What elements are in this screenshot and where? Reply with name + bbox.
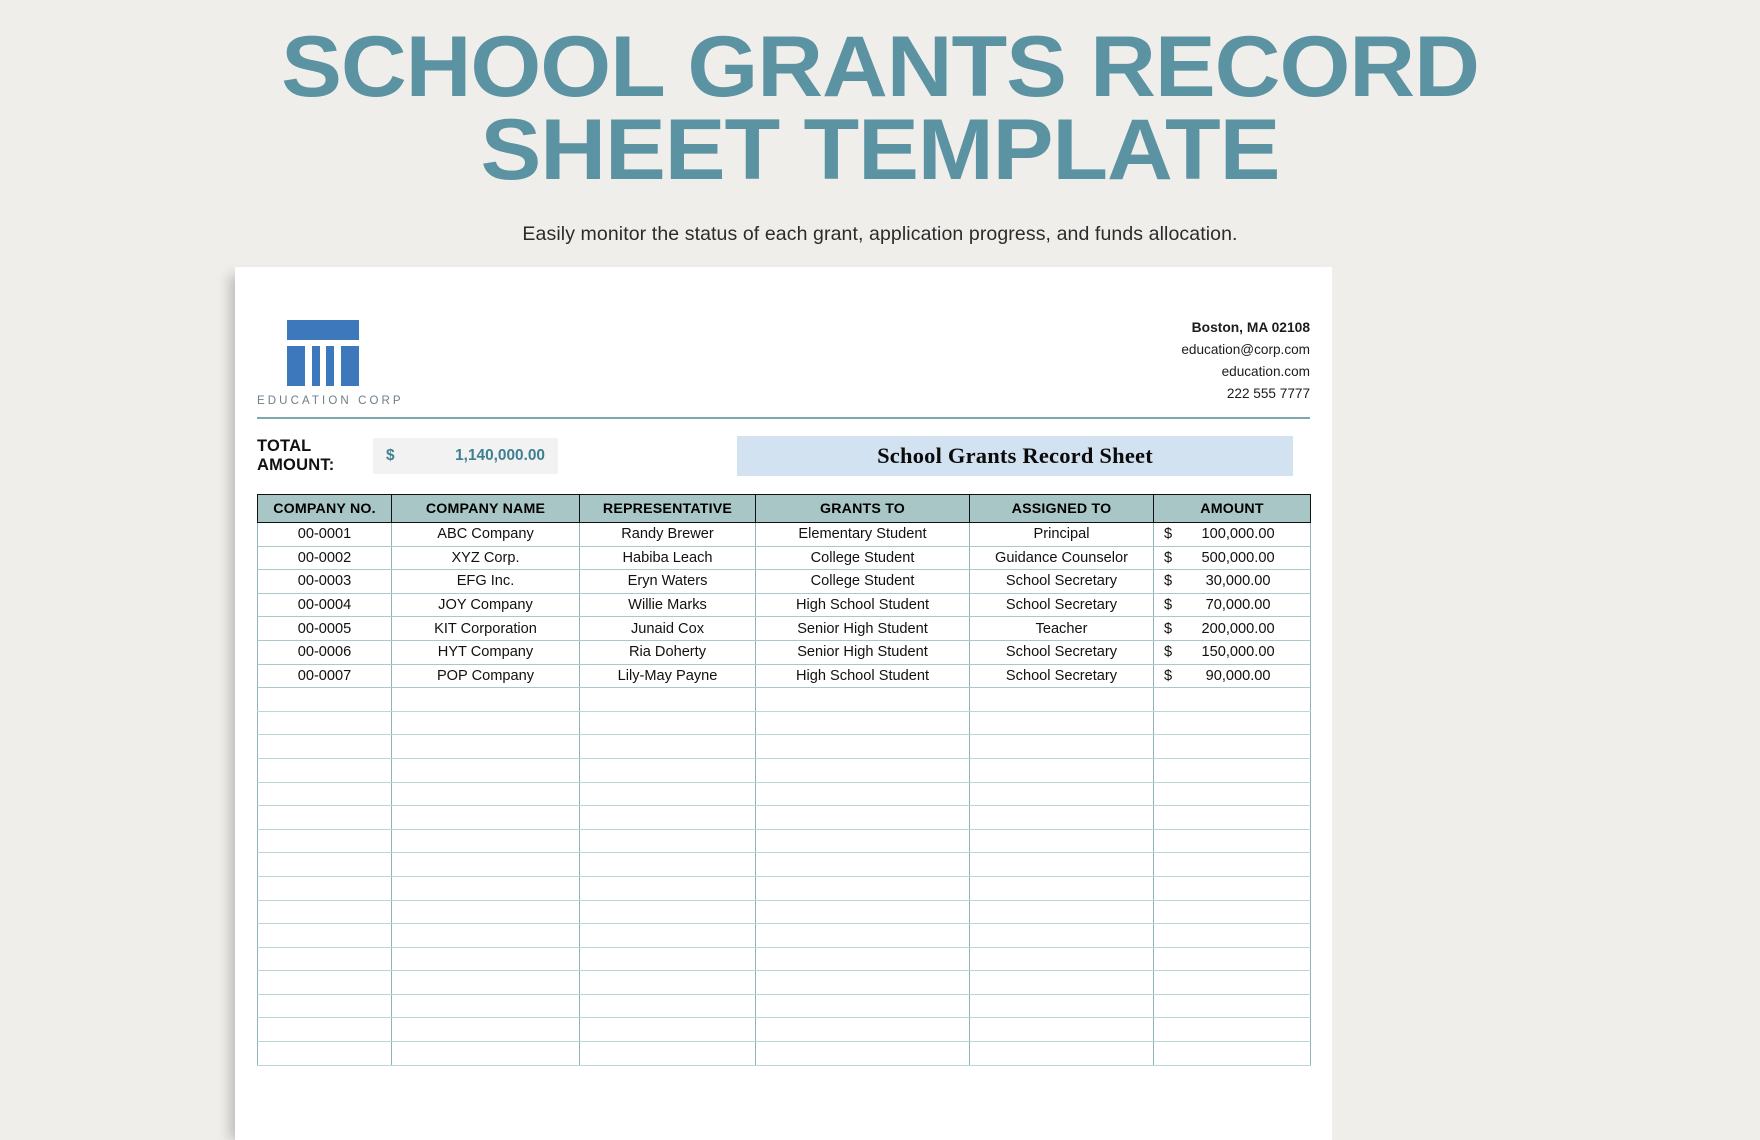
table-row[interactable]: [258, 546, 1311, 570]
cell-representative[interactable]: Junaid Cox: [580, 617, 756, 641]
table-row-empty[interactable]: [258, 1042, 1311, 1066]
cell-empty[interactable]: [1154, 900, 1311, 924]
cell-amount[interactable]: $ 30,000.00: [1154, 570, 1311, 594]
cell-empty[interactable]: [1154, 782, 1311, 806]
cell-grants-to[interactable]: Elementary Student: [756, 523, 970, 547]
cell-empty[interactable]: [1154, 994, 1311, 1018]
cell-empty[interactable]: [970, 924, 1154, 948]
cell-empty[interactable]: [970, 971, 1154, 995]
cell-empty[interactable]: [580, 1042, 756, 1066]
cell-company-name[interactable]: KIT Corporation: [392, 617, 580, 641]
logo-pillar-1: [287, 346, 305, 386]
cell-grants-to[interactable]: Senior High Student: [756, 617, 970, 641]
contact-address: Boston, MA 02108: [1191, 319, 1310, 335]
cell-empty[interactable]: [392, 924, 580, 948]
cell-empty[interactable]: [580, 806, 756, 830]
cell-empty[interactable]: [580, 924, 756, 948]
cell-company-no[interactable]: 00-0003: [258, 570, 392, 594]
cell-empty[interactable]: [1154, 758, 1311, 782]
cell-empty[interactable]: [756, 994, 970, 1018]
cell-company-name[interactable]: EFG Inc.: [392, 570, 580, 594]
column-header-assigned-to[interactable]: ASSIGNED TO: [970, 495, 1154, 523]
cell-amount[interactable]: $ 90,000.00: [1154, 664, 1311, 688]
cell-empty[interactable]: [580, 782, 756, 806]
table-row-empty[interactable]: [258, 994, 1311, 1018]
table-row-empty[interactable]: [258, 924, 1311, 948]
table-row-empty[interactable]: [258, 900, 1311, 924]
cell-amount[interactable]: $ 150,000.00: [1154, 640, 1311, 664]
cell-currency-symbol: $: [1164, 549, 1173, 566]
logo-gap-1: [305, 346, 312, 386]
cell-empty[interactable]: [1154, 947, 1311, 971]
cell-currency-symbol: $: [1164, 526, 1173, 543]
cell-company-no[interactable]: 00-0006: [258, 640, 392, 664]
cell-empty[interactable]: [580, 735, 756, 759]
page-subtitle: Easily monitor the status of each grant, application progress, and funds allocation.: [522, 222, 1238, 245]
cell-empty[interactable]: [970, 688, 1154, 712]
cell-empty[interactable]: [392, 688, 580, 712]
cell-representative[interactable]: Lily-May Payne: [580, 664, 756, 688]
cell-company-no[interactable]: 00-0007: [258, 664, 392, 688]
letterhead: [257, 267, 1310, 407]
cell-empty[interactable]: [970, 994, 1154, 1018]
column-header-representative[interactable]: REPRESENTATIVE: [580, 495, 756, 523]
cell-empty[interactable]: [392, 711, 580, 735]
page-title-line-1: SCHOOL GRANTS RECORD: [281, 19, 1479, 115]
cell-empty[interactable]: [258, 806, 392, 830]
cell-empty[interactable]: [258, 900, 392, 924]
cell-empty[interactable]: [756, 971, 970, 995]
table-row-empty[interactable]: [258, 711, 1311, 735]
contact-phone: 222 555 7777: [1226, 385, 1310, 401]
cell-empty[interactable]: [756, 829, 970, 853]
cell-empty[interactable]: [392, 971, 580, 995]
logo-gap-2: [320, 346, 327, 386]
table-row-empty[interactable]: [258, 782, 1311, 806]
cell-empty[interactable]: [1154, 735, 1311, 759]
cell-grants-to[interactable]: Senior High Student: [756, 640, 970, 664]
cell-empty[interactable]: [970, 900, 1154, 924]
cell-empty[interactable]: [392, 853, 580, 877]
cell-representative[interactable]: Ria Doherty: [580, 640, 756, 664]
cell-empty[interactable]: [580, 876, 756, 900]
cell-company-name[interactable]: XYZ Corp.: [392, 546, 580, 570]
cell-empty[interactable]: [258, 853, 392, 877]
cell-empty[interactable]: [756, 758, 970, 782]
cell-empty[interactable]: [970, 735, 1154, 759]
total-currency-symbol: $: [386, 447, 395, 464]
table-row[interactable]: [258, 617, 1311, 641]
cell-empty[interactable]: [970, 782, 1154, 806]
cell-empty[interactable]: [580, 711, 756, 735]
logo-gap-3: [334, 346, 341, 386]
cell-empty[interactable]: [258, 758, 392, 782]
cell-empty[interactable]: [970, 806, 1154, 830]
table-row-empty[interactable]: [258, 829, 1311, 853]
cell-empty[interactable]: [580, 1018, 756, 1042]
cell-empty[interactable]: [392, 806, 580, 830]
cell-currency-symbol: $: [1164, 573, 1173, 590]
table-row[interactable]: [258, 523, 1311, 547]
cell-empty[interactable]: [756, 782, 970, 806]
cell-empty[interactable]: [970, 1042, 1154, 1066]
cell-representative[interactable]: Randy Brewer: [580, 523, 756, 547]
brand-block: [257, 320, 404, 407]
header-divider: [257, 417, 1310, 419]
cell-empty[interactable]: [756, 1042, 970, 1066]
cell-empty[interactable]: [1154, 924, 1311, 948]
contact-email: education@corp.com: [1181, 341, 1310, 357]
cell-empty[interactable]: [258, 876, 392, 900]
table-row-empty[interactable]: [258, 1018, 1311, 1042]
cell-empty[interactable]: [258, 1018, 392, 1042]
totals-row: [257, 438, 1310, 474]
logo-pillar-2: [312, 346, 320, 386]
cell-empty[interactable]: [392, 947, 580, 971]
logo-pillar-4: [341, 346, 359, 386]
cell-empty[interactable]: [970, 829, 1154, 853]
sheet-title-text: School Grants Record Sheet: [877, 443, 1153, 468]
table-row-empty[interactable]: [258, 735, 1311, 759]
cell-grants-to[interactable]: College Student: [756, 546, 970, 570]
cell-empty[interactable]: [1154, 806, 1311, 830]
cell-empty[interactable]: [1154, 1018, 1311, 1042]
cell-empty[interactable]: [1154, 1042, 1311, 1066]
cell-empty[interactable]: [756, 735, 970, 759]
table-body: [258, 523, 1311, 1066]
cell-empty[interactable]: [392, 758, 580, 782]
cell-empty[interactable]: [580, 900, 756, 924]
table-row[interactable]: [258, 664, 1311, 688]
cell-grants-to[interactable]: High School Student: [756, 664, 970, 688]
cell-company-no[interactable]: 00-0004: [258, 593, 392, 617]
cell-empty[interactable]: [258, 971, 392, 995]
cell-grants-to[interactable]: College Student: [756, 570, 970, 594]
cell-empty[interactable]: [970, 853, 1154, 877]
table-row[interactable]: [258, 593, 1311, 617]
cell-empty[interactable]: [756, 924, 970, 948]
cell-amount[interactable]: $ 70,000.00: [1154, 593, 1311, 617]
column-header-amount[interactable]: AMOUNT: [1154, 495, 1311, 523]
cell-currency-symbol: $: [1164, 620, 1173, 637]
cell-empty[interactable]: [756, 711, 970, 735]
cell-assigned-to[interactable]: School Secretary: [970, 593, 1154, 617]
cell-empty[interactable]: [258, 688, 392, 712]
total-amount-value-box: [373, 438, 558, 474]
page-title-line-2: SHEET TEMPLATE: [480, 102, 1280, 199]
table-row[interactable]: [258, 570, 1311, 594]
cell-empty[interactable]: [392, 782, 580, 806]
column-header-company-name[interactable]: COMPANY NAME: [392, 495, 580, 523]
cell-empty[interactable]: [580, 971, 756, 995]
cell-amount[interactable]: $ 500,000.00: [1154, 546, 1311, 570]
cell-empty[interactable]: [392, 994, 580, 1018]
table-row-empty[interactable]: [258, 971, 1311, 995]
cell-empty[interactable]: [1154, 829, 1311, 853]
cell-empty[interactable]: [1154, 876, 1311, 900]
cell-empty[interactable]: [756, 876, 970, 900]
cell-company-no[interactable]: 00-0005: [258, 617, 392, 641]
cell-company-no[interactable]: 00-0001: [258, 523, 392, 547]
table-row-empty[interactable]: [258, 853, 1311, 877]
cell-company-name[interactable]: POP Company: [392, 664, 580, 688]
cell-empty[interactable]: [580, 829, 756, 853]
cell-empty[interactable]: [756, 947, 970, 971]
cell-empty[interactable]: [1154, 853, 1311, 877]
cell-representative[interactable]: Eryn Waters: [580, 570, 756, 594]
building-pillars-icon: [287, 320, 359, 382]
cell-empty[interactable]: [258, 735, 392, 759]
masthead: [0, 0, 1760, 246]
cell-assigned-to[interactable]: School Secretary: [970, 640, 1154, 664]
cell-assigned-to[interactable]: Guidance Counselor: [970, 546, 1154, 570]
cell-company-name[interactable]: ABC Company: [392, 523, 580, 547]
cell-amount[interactable]: $ 200,000.00: [1154, 617, 1311, 641]
logo-top-bar: [287, 320, 359, 340]
cell-grants-to[interactable]: High School Student: [756, 593, 970, 617]
table-row[interactable]: [258, 640, 1311, 664]
cell-empty[interactable]: [1154, 688, 1311, 712]
cell-empty[interactable]: [580, 688, 756, 712]
document-sheet: [235, 267, 1332, 1140]
cell-empty[interactable]: [392, 829, 580, 853]
contact-website: education.com: [1221, 363, 1310, 379]
cell-empty[interactable]: [392, 735, 580, 759]
table-header-row: [258, 495, 1311, 523]
cell-empty[interactable]: [258, 711, 392, 735]
cell-representative[interactable]: Willie Marks: [580, 593, 756, 617]
cell-empty[interactable]: [756, 806, 970, 830]
cell-empty[interactable]: [970, 1018, 1154, 1042]
total-amount-label: TOTAL AMOUNT:: [257, 437, 335, 474]
cell-empty[interactable]: [580, 853, 756, 877]
column-header-company-no[interactable]: COMPANY NO.: [258, 495, 392, 523]
brand-name: EDUCATION CORP: [257, 395, 404, 407]
cell-assigned-to[interactable]: Principal: [970, 523, 1154, 547]
cell-empty[interactable]: [258, 947, 392, 971]
cell-representative[interactable]: Habiba Leach: [580, 546, 756, 570]
cell-company-no[interactable]: 00-0002: [258, 546, 392, 570]
cell-currency-symbol: $: [1164, 644, 1173, 661]
cell-empty[interactable]: [258, 994, 392, 1018]
cell-assigned-to[interactable]: School Secretary: [970, 570, 1154, 594]
grants-table: [257, 494, 1311, 1066]
cell-currency-symbol: $: [1164, 597, 1173, 614]
cell-empty[interactable]: [1154, 711, 1311, 735]
cell-empty[interactable]: [258, 829, 392, 853]
logo-pillar-3: [326, 346, 334, 386]
contact-block: [1181, 317, 1310, 407]
table-row-empty[interactable]: [258, 876, 1311, 900]
logo-pillars: [287, 346, 359, 386]
cell-empty[interactable]: [580, 758, 756, 782]
cell-empty[interactable]: [580, 994, 756, 1018]
column-header-grants-to[interactable]: GRANTS TO: [756, 495, 970, 523]
table-row-empty[interactable]: [258, 688, 1311, 712]
cell-currency-symbol: $: [1164, 667, 1173, 684]
cell-empty[interactable]: [970, 876, 1154, 900]
cell-empty[interactable]: [756, 1018, 970, 1042]
sheet-title-banner: [737, 436, 1293, 476]
cell-empty[interactable]: [970, 947, 1154, 971]
cell-empty[interactable]: [970, 758, 1154, 782]
cell-empty[interactable]: [392, 1042, 580, 1066]
cell-empty[interactable]: [392, 900, 580, 924]
cell-assigned-to[interactable]: School Secretary: [970, 664, 1154, 688]
cell-assigned-to[interactable]: Teacher: [970, 617, 1154, 641]
cell-company-name[interactable]: HYT Company: [392, 640, 580, 664]
cell-empty[interactable]: [756, 853, 970, 877]
page-title: [244, 19, 1516, 199]
cell-empty[interactable]: [258, 924, 392, 948]
total-amount-value: 1,140,000.00: [455, 447, 545, 464]
cell-empty[interactable]: [970, 711, 1154, 735]
cell-empty[interactable]: [580, 947, 756, 971]
table-row-empty[interactable]: [258, 806, 1311, 830]
cell-empty[interactable]: [392, 1018, 580, 1042]
cell-empty[interactable]: [1154, 971, 1311, 995]
cell-empty[interactable]: [756, 688, 970, 712]
table-row-empty[interactable]: [258, 947, 1311, 971]
cell-empty[interactable]: [756, 900, 970, 924]
cell-empty[interactable]: [258, 1042, 392, 1066]
cell-amount[interactable]: $ 100,000.00: [1154, 523, 1311, 547]
cell-empty[interactable]: [392, 876, 580, 900]
cell-company-name[interactable]: JOY Company: [392, 593, 580, 617]
table-row-empty[interactable]: [258, 758, 1311, 782]
cell-empty[interactable]: [258, 782, 392, 806]
